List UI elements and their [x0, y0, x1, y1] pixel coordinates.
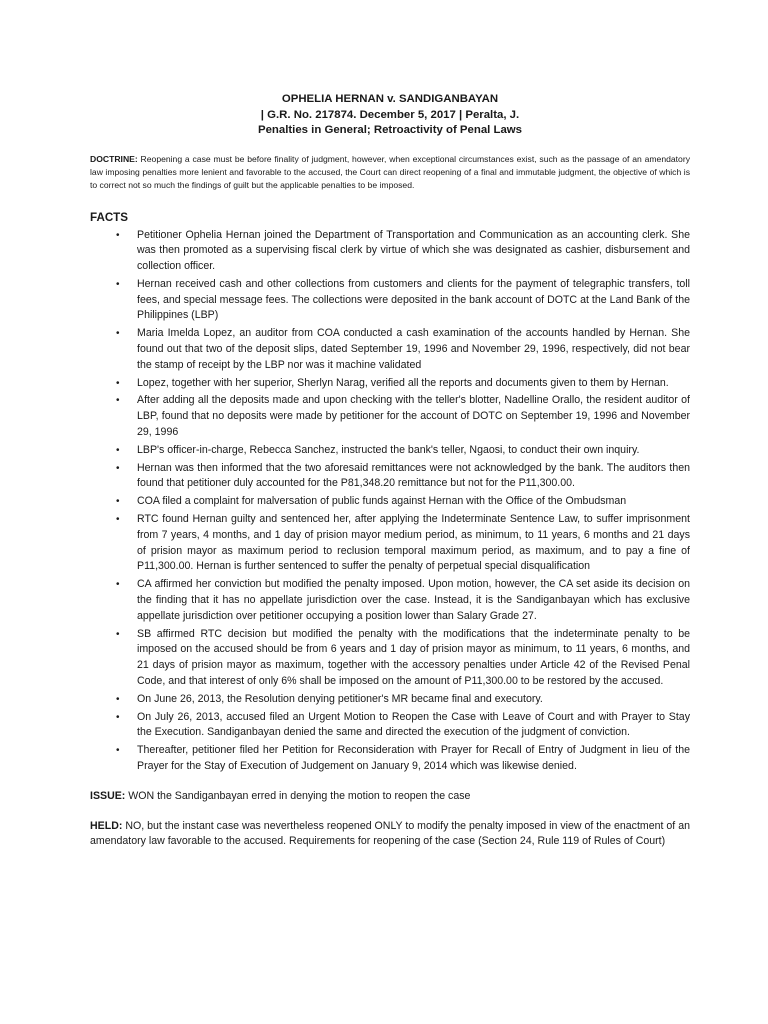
issue-label: ISSUE:: [90, 789, 126, 802]
fact-text: CA affirmed her conviction but modified the penalty imposed. Upon motion, however, the CA set aside its decision on the finding that it has no appellate jurisdiction over the case. Instead, it is the Sandiganbayan which has exclusive appellate jurisdiction over petitioner occupying a position lower than Salary Grade 27.: [137, 578, 690, 622]
bullet-icon: •: [116, 514, 120, 526]
fact-text: Hernan received cash and other collections from customers and clients for the payment of telegraphic transfers, toll fees, and special message fees. The collections were deposited in the bank account of DOTC at the Land Bank of the Philippines (LBP): [137, 277, 690, 322]
bullet-icon: •: [116, 711, 120, 723]
bullet-icon: •: [116, 628, 120, 640]
fact-item: [90, 228, 690, 275]
bullet-icon: •: [116, 328, 120, 340]
bullet-icon: •: [116, 395, 120, 407]
fact-item: [90, 710, 690, 742]
fact-item: [90, 393, 690, 440]
fact-item: [90, 277, 690, 324]
case-subject: Penalties in General; Retroactivity of Penal Laws: [258, 124, 522, 136]
bullet-icon: •: [116, 462, 120, 474]
issue-text: WON the Sandiganbayan erred in denying the motion to reopen the case: [125, 789, 471, 802]
facts-list: [90, 228, 690, 775]
fact-item: [90, 461, 690, 493]
doctrine-paragraph: [90, 153, 690, 192]
fact-text: RTC found Hernan guilty and sentenced her, after applying the Indeterminate Sentence Law, to suffer imprisonment from 7 years, 4 months, and 1 day of prision mayor medium period, as minimum, to 11 years, 6 months and 21 days of prision mayor as maximum period to reclusion temporal maximum period, as maximum, and to pay a fine of P11,300.00. Hernan is further sentenced to suffer the penalty of perpetual special disqualification: [137, 513, 690, 573]
doctrine-text: Reopening a case must be before finality of judgment, however, when exceptional circumstances exist, such as the passage of an amendatory law imposing penalties more lenient and favorable to the accused, the Court can direct reopening of a final and immutable judgment, the objective of which is to correct not so much the findings of guilt but the applicable penalties to be imposed.: [90, 153, 690, 190]
fact-item: [90, 376, 690, 392]
bullet-icon: •: [116, 229, 120, 241]
bullet-icon: •: [116, 444, 120, 456]
fact-text: Petitioner Ophelia Hernan joined the Department of Transportation and Communication as an accounting clerk. She was then promoted as a supervising fiscal clerk by virtue of which she was designated as cashier, disbursement and collection officer.: [137, 228, 690, 273]
facts-heading: FACTS: [90, 210, 129, 224]
held-label: HELD:: [90, 819, 123, 832]
doctrine-label: DOCTRINE:: [90, 153, 138, 164]
bullet-icon: •: [116, 496, 120, 508]
bullet-icon: •: [116, 693, 120, 705]
fact-text: After adding all the deposits made and upon checking with the teller's blotter, Nadelline Orallo, the resident auditor of LBP, found that no deposits were made by petitioner for the account of DOTC on September 19, 1996 and November 29, 1996: [137, 394, 690, 439]
fact-text: Maria Imelda Lopez, an auditor from COA conducted a cash examination of the accounts handled by Hernan. She found out that two of the deposit slips, dated September 19, 1996 and November 29, 1996, respectively, did not bear the stamp of receipt by the LBP nor was it machine validated: [137, 327, 690, 371]
fact-text: On June 26, 2013, the Resolution denying petitioner's MR became final and executory.: [137, 692, 543, 705]
bullet-icon: •: [116, 579, 120, 591]
fact-item: [90, 443, 690, 459]
fact-item: [90, 512, 690, 575]
bullet-icon: •: [116, 377, 120, 389]
fact-text: On July 26, 2013, accused filed an Urgent Motion to Reopen the Case with Leave of Court and with Prayer to Stay the Execution. Sandiganbayan denied the same and directed the execution of the judgment of conviction.: [137, 710, 690, 739]
fact-item: [90, 627, 690, 690]
fact-text: Lopez, together with her superior, Sherlyn Narag, verified all the reports and documents given to them by Hernan.: [137, 376, 669, 389]
fact-text: LBP's officer-in-charge, Rebecca Sanchez, instructed the bank's teller, Ngaosi, to conduct their own inquiry.: [137, 443, 640, 456]
case-title: OPHELIA HERNAN v. SANDIGANBAYAN: [281, 93, 499, 105]
fact-text: COA filed a complaint for malversation of public funds against Hernan with the Office of the Ombudsman: [137, 495, 627, 508]
fact-item: [90, 494, 690, 510]
case-citation: | G.R. No. 217874. December 5, 2017 | Peralta, J.: [260, 108, 520, 121]
held-paragraph: [90, 819, 690, 851]
fact-item: [90, 692, 690, 708]
fact-item: [90, 326, 690, 373]
fact-text: Thereafter, petitioner filed her Petition for Reconsideration with Prayer for Recall of Entry of Judgment in lieu of the Prayer for the Stay of Execution of Judgement on January 9, 2014 which was likewise denied.: [137, 744, 690, 772]
bullet-icon: •: [116, 278, 120, 290]
fact-item: [90, 577, 690, 624]
fact-text: SB affirmed RTC decision but modified the penalty with the modifications that the indeterminate penalty to be imposed on the accused should be from 6 years and 1 day of prision mayor as minimum, to 11 years, 6 months, and 21 days of prision mayor as maximum, together with the accessory penalties under Article 42 of the Revised Penal Code, and that interest of only 6% shall be imposed on the amount of P11,300.00 to be restored by the accused.: [137, 627, 690, 688]
bullet-icon: •: [116, 745, 120, 757]
fact-text: Hernan was then informed that the two aforesaid remittances were not acknowledged by the bank. The auditors then found that petitioner duly accounted for the P81,348.20 remittance but not for the P11,300.00.: [137, 461, 690, 490]
issue-paragraph: [90, 789, 690, 805]
held-text: NO, but the instant case was nevertheless reopened ONLY to modify the penalty imposed in view of the enactment of an amendatory law favorable to the accused. Requirements for reopening of the case (Section 24, Rule 119 of Rules of Court): [90, 819, 690, 848]
fact-item: [90, 743, 690, 775]
